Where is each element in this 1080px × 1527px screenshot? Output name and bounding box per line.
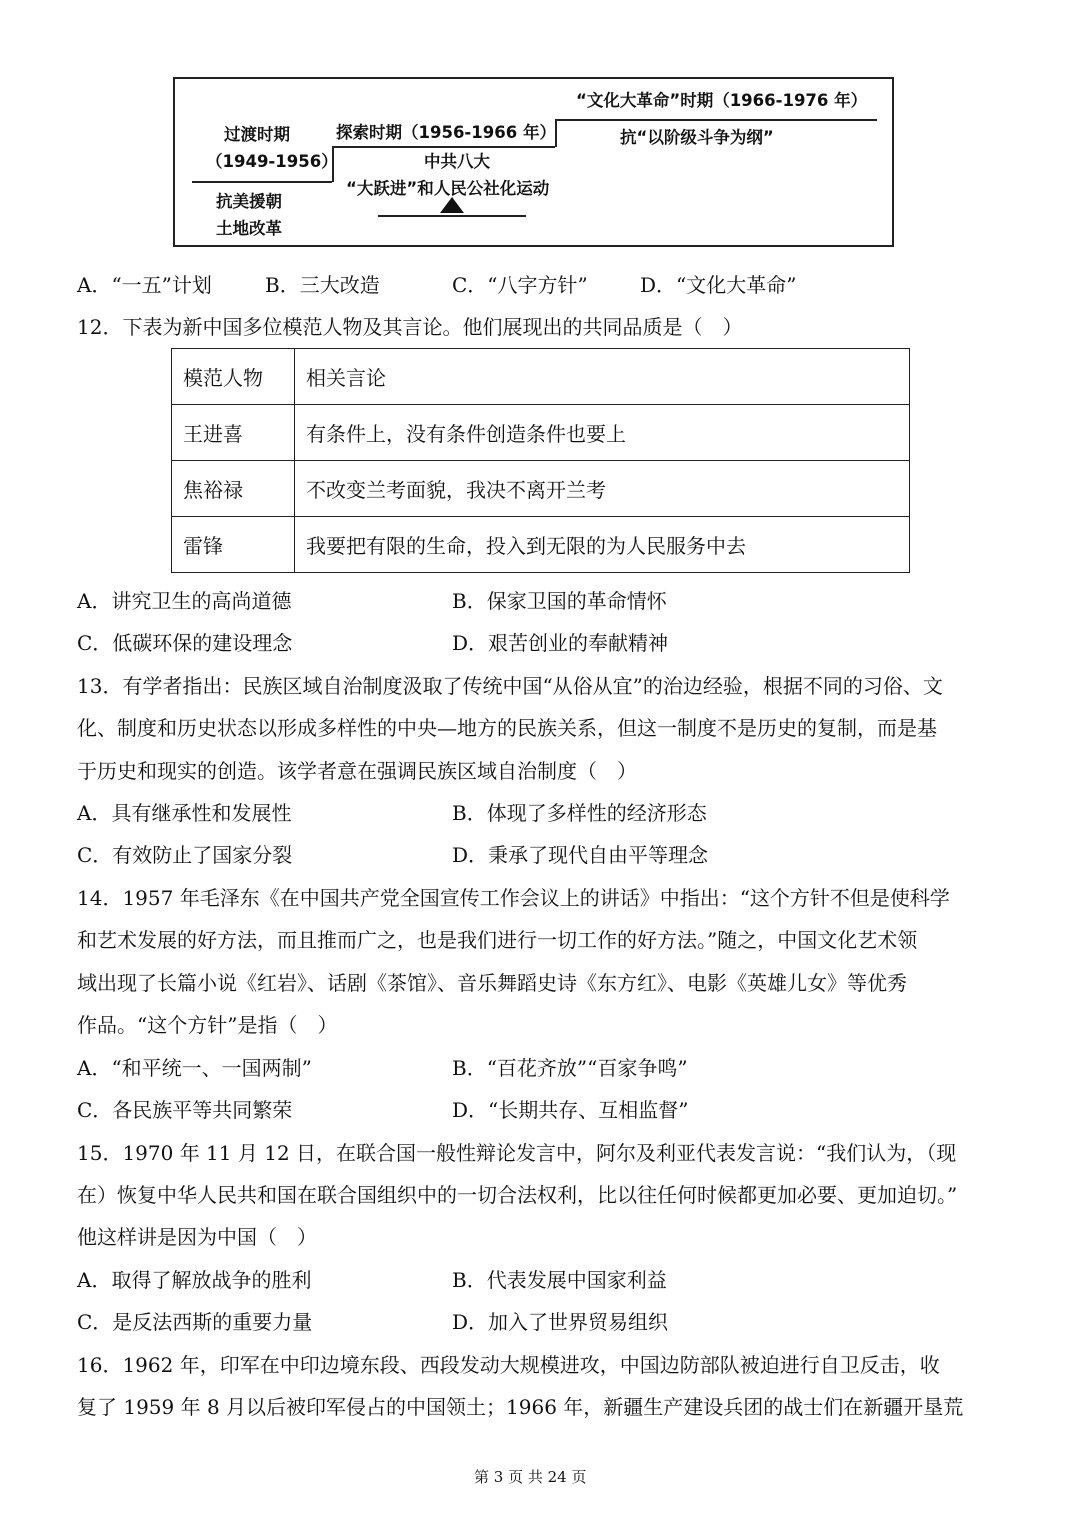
diagram-line-transition — [192, 181, 332, 183]
diagram-line-cultural-revolution — [555, 119, 877, 121]
q11-option-c: C．“八字方针” — [452, 273, 588, 297]
period1-title: 过渡时期 — [224, 125, 290, 144]
q13-option-c: C．有效防止了国家分裂 — [77, 843, 293, 867]
table-header-cell: 相关言论 — [295, 349, 910, 405]
period1-event1: 抗美援朝 — [216, 192, 282, 211]
diagram-line-leap — [378, 215, 526, 217]
q13-line-1: 13．有学者指出：民族区域自治制度汲取了传统中国“从俗从宜”的治边经验，根据不同的习俗、文 — [77, 674, 943, 698]
period1-event2: 土地改革 — [216, 219, 282, 238]
q14-line-1: 14．1957 年毛泽东《在中国共产党全国宣传工作会议上的讲话》中指出：“这个方针不但是使科学 — [77, 886, 950, 910]
triangle-marker-icon — [440, 197, 464, 213]
q13-line-3: 于历史和现实的创造。该学者意在强调民族区域自治制度（ ） — [77, 759, 637, 783]
q14-option-a: A．“和平统一、一国两制” — [77, 1056, 312, 1080]
table-header-cell: 模范人物 — [172, 349, 295, 405]
table-cell: 不改变兰考面貌，我决不离开兰考 — [295, 461, 910, 517]
q15-option-b: B．代表发展中国家利益 — [452, 1268, 667, 1292]
table-cell: 王进喜 — [172, 405, 295, 461]
q14-line-3: 域出现了长篇小说《红岩》、话剧《茶馆》、音乐舞蹈史诗《东方红》、电影《英雄儿女》等优秀 — [77, 971, 907, 995]
q12-stem: 12．下表为新中国多位模范人物及其言论。他们展现出的共同品质是（ ） — [77, 315, 743, 339]
q15-line-3: 他这样讲是因为中国（ ） — [77, 1225, 317, 1249]
q15-option-d: D．加入了世界贸易组织 — [452, 1310, 669, 1334]
q15-line-2: 在）恢复中华人民共和国在联合国组织中的一切合法权利，比以往任何时候都更加必要、更加迫切。” — [77, 1183, 958, 1207]
q15-option-a: A．取得了解放战争的胜利 — [77, 1268, 312, 1292]
q14-line-2: 和艺术发展的好方法，而且推而广之，也是我们进行一切工作的好方法。”随之，中国文化艺术领 — [77, 928, 918, 952]
q13-line-2: 化、制度和历史状态以形成多样性的中央—地方的民族关系，但这一制度不是历史的复制，而是基 — [77, 716, 937, 740]
q15-option-c: C．是反法西斯的重要力量 — [77, 1310, 313, 1334]
period2-event1: 中共八大 — [424, 152, 490, 171]
q14-line-4: 作品。“这个方针”是指（ ） — [77, 1013, 338, 1037]
q13-option-a: A．具有继承性和发展性 — [77, 801, 292, 825]
period3-title: “文化大革命”时期（1966-1976 年） — [576, 91, 868, 110]
table-row — [172, 405, 910, 461]
page-number: 第 3 页 共 24 页 — [474, 1468, 587, 1486]
q11-option-a: A．“一五”计划 — [77, 273, 212, 297]
table-row — [172, 461, 910, 517]
q14-option-b: B．“百花齐放”“百家争鸣” — [452, 1056, 688, 1080]
q12-option-d: D．艰苦创业的奉献精神 — [452, 631, 669, 655]
q11-option-b: B．三大改造 — [265, 273, 380, 297]
q12-option-b: B．保家卫国的革命情怀 — [452, 589, 667, 613]
table-cell: 有条件上，没有条件创造条件也要上 — [295, 405, 910, 461]
table-cell: 雷锋 — [172, 517, 295, 573]
table-row — [172, 517, 910, 573]
q14-option-d: D．“长期共存、互相监督” — [452, 1098, 689, 1122]
q15-line-1: 15．1970 年 11 月 12 日，在联合国一般性辩论发言中，阿尔及利亚代表发言说：“我们认为，（现 — [77, 1141, 957, 1165]
q11-option-d: D．“文化大革命” — [640, 273, 797, 297]
period2-title: 探索时期（1956-1966 年） — [336, 123, 556, 142]
q16-line-1: 16．1962 年，印军在中印边境东段、西段发动大规模进攻，中国边防部队被迫进行自卫反击，收 — [77, 1353, 940, 1377]
q14-option-c: C．各民族平等共同繁荣 — [77, 1098, 293, 1122]
table-cell: 焦裕禄 — [172, 461, 295, 517]
period2-event2: “大跃进”和人民公社化运动 — [346, 179, 550, 198]
q13-option-b: B．体现了多样性的经济形态 — [452, 801, 707, 825]
q13-option-d: D．秉承了现代自由平等理念 — [452, 843, 709, 867]
q12-option-a: A．讲究卫生的高尚道德 — [77, 589, 292, 613]
q12-table — [171, 348, 910, 573]
q16-line-2: 复了 1959 年 8 月以后被印军侵占的中国领土；1966 年，新疆生产建设兵团的战士们在新疆开垦荒 — [77, 1395, 964, 1419]
q12-option-c: C．低碳环保的建设理念 — [77, 631, 293, 655]
period3-event1: 抗“以阶级斗争为纲” — [620, 128, 774, 147]
period1-years: （1949-1956） — [206, 152, 338, 171]
table-cell: 我要把有限的生命，投入到无限的为人民服务中去 — [295, 517, 910, 573]
table-row — [172, 349, 910, 405]
